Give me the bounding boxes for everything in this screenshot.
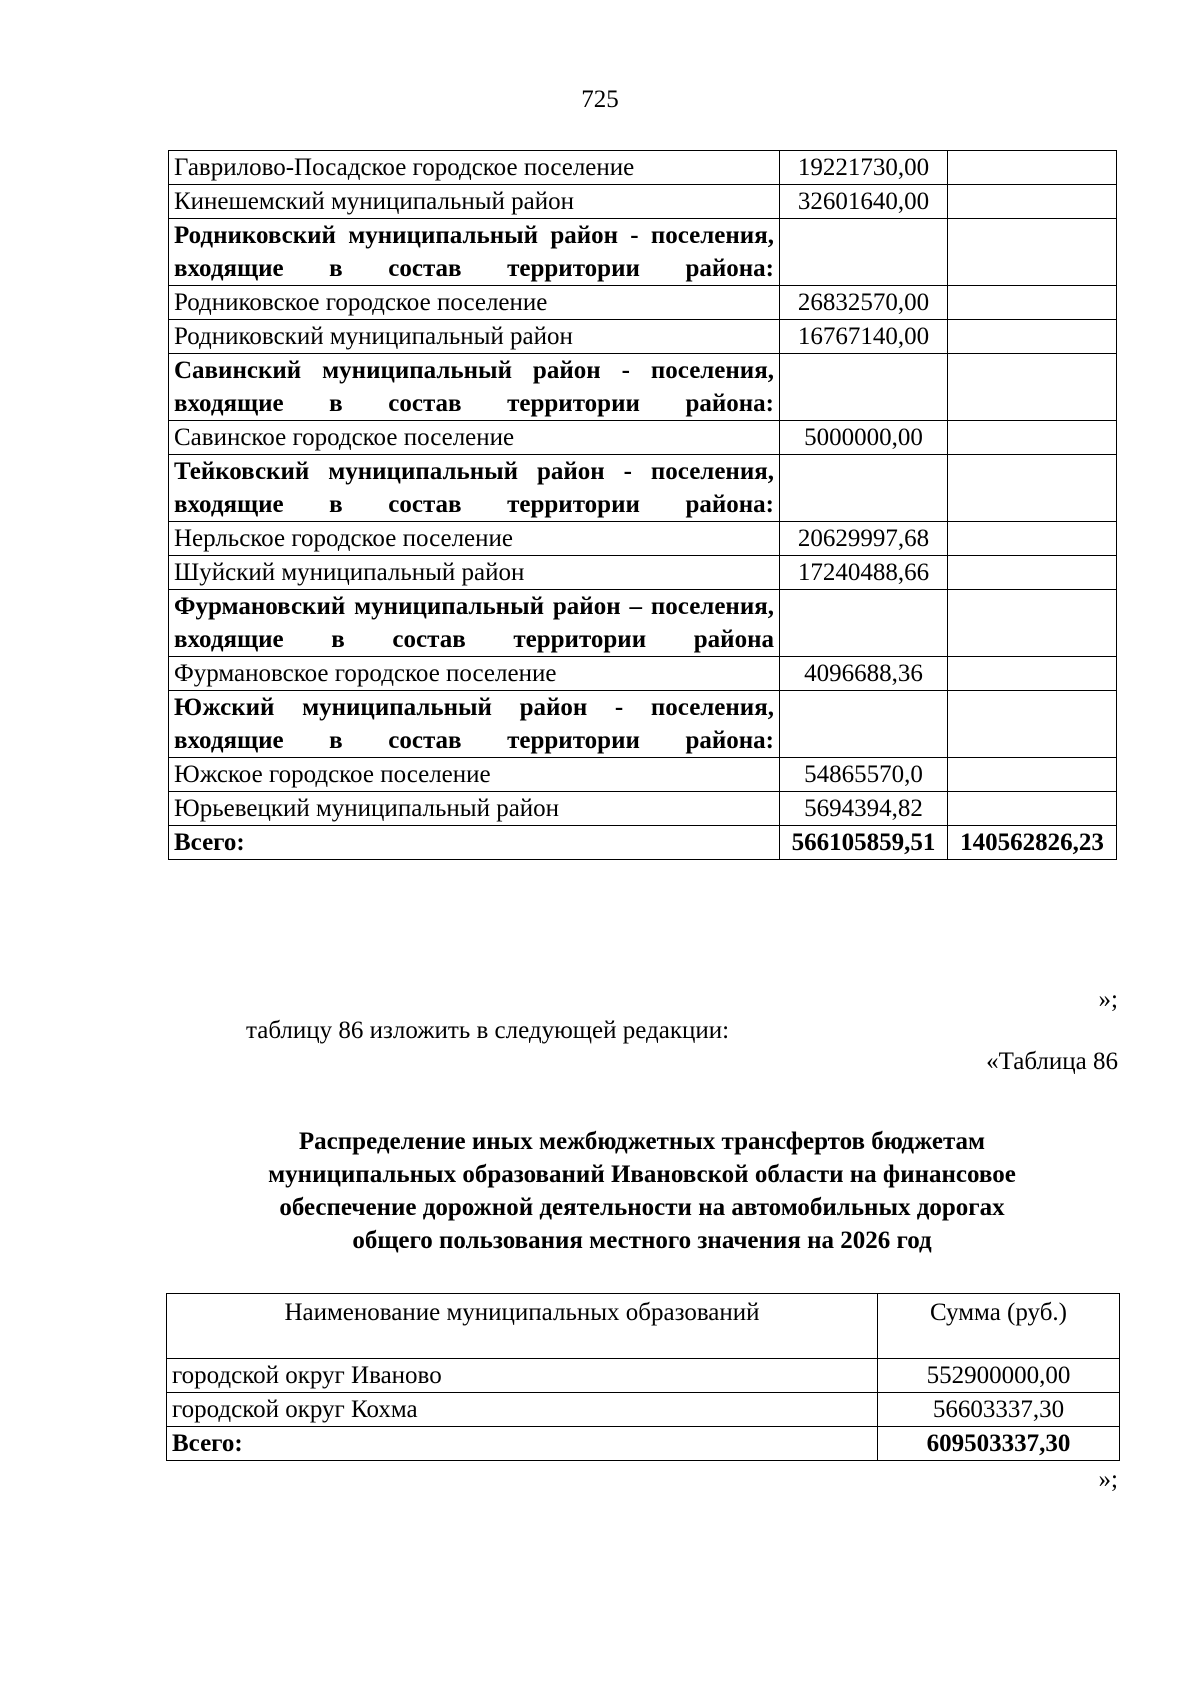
- group-row: [169, 219, 1117, 286]
- row-name: Шуйский муниципальный район: [169, 556, 780, 590]
- row-value-2: [948, 691, 1117, 758]
- row-value-1: 5000000,00: [780, 421, 948, 455]
- row-name: городской округ Иваново: [167, 1359, 878, 1393]
- table-header-row: [167, 1294, 1120, 1359]
- row-sum: 552900000,00: [878, 1359, 1120, 1393]
- total-value-1: 566105859,51: [780, 826, 948, 860]
- row-value-1: 32601640,00: [780, 185, 948, 219]
- group-name: Южский муниципальный район - поселения, входящие в состав территории района:: [169, 691, 780, 758]
- transfers-table-continued: [168, 150, 1117, 860]
- row-sum: 56603337,30: [878, 1393, 1120, 1427]
- title-line: общего пользования местного значения на 2026 год: [352, 1227, 932, 1254]
- row-value-1: [780, 590, 948, 657]
- total-row: [167, 1427, 1120, 1461]
- header-sum: Сумма (руб.): [878, 1294, 1120, 1359]
- distribution-table: [166, 1293, 1120, 1461]
- table-row: [169, 758, 1117, 792]
- row-value-1: 19221730,00: [780, 151, 948, 185]
- row-name: Гаврилово-Посадское городское поселение: [169, 151, 780, 185]
- row-value-2: [948, 657, 1117, 691]
- row-name: городской округ Кохма: [167, 1393, 878, 1427]
- table-row: [169, 151, 1117, 185]
- title-line: обеспечение дорожной деятельности на автомобильных дорогах: [279, 1194, 1005, 1221]
- table-row: [169, 286, 1117, 320]
- row-value-1: 20629997,68: [780, 522, 948, 556]
- row-value-2: [948, 522, 1117, 556]
- row-value-2: [948, 185, 1117, 219]
- table-row: [169, 421, 1117, 455]
- row-name: Родниковское городское поселение: [169, 286, 780, 320]
- row-value-2: [948, 792, 1117, 826]
- row-value-2: [948, 590, 1117, 657]
- group-row: [169, 455, 1117, 522]
- row-value-1: 26832570,00: [780, 286, 948, 320]
- row-value-1: 16767140,00: [780, 320, 948, 354]
- table-row: [169, 185, 1117, 219]
- row-name: Родниковский муниципальный район: [169, 320, 780, 354]
- row-value-2: [948, 151, 1117, 185]
- table-row: [167, 1393, 1120, 1427]
- total-row: [169, 826, 1117, 860]
- header-name: Наименование муниципальных образований: [167, 1294, 878, 1359]
- document-title: [168, 1125, 1116, 1257]
- row-value-2: [948, 286, 1117, 320]
- table-row: [169, 657, 1117, 691]
- group-row: [169, 354, 1117, 421]
- row-value-2: [948, 320, 1117, 354]
- instruction-text: таблицу 86 изложить в следующей редакции:: [246, 1017, 730, 1044]
- row-value-1: 17240488,66: [780, 556, 948, 590]
- row-value-1: [780, 354, 948, 421]
- table-label: «Таблица 86: [986, 1048, 1118, 1075]
- row-name: Савинское городское поселение: [169, 421, 780, 455]
- total-sum: 609503337,30: [878, 1427, 1120, 1461]
- row-value-1: [780, 455, 948, 522]
- closing-quote: »;: [1098, 1466, 1118, 1493]
- page-number: 725: [581, 86, 619, 113]
- row-name: Кинешемский муниципальный район: [169, 185, 780, 219]
- total-value-2: 140562826,23: [948, 826, 1117, 860]
- table-row: [167, 1359, 1120, 1393]
- table-row: [169, 792, 1117, 826]
- row-value-1: 54865570,0: [780, 758, 948, 792]
- row-value-1: 5694394,82: [780, 792, 948, 826]
- title-line: Распределение иных межбюджетных трансфертов бюджетам: [298, 1128, 986, 1155]
- group-row: [169, 590, 1117, 657]
- row-value-2: [948, 421, 1117, 455]
- row-name: Южское городское поселение: [169, 758, 780, 792]
- table-row: [169, 522, 1117, 556]
- group-name: Тейковский муниципальный район - поселения, входящие в состав территории района:: [169, 455, 780, 522]
- row-value-2: [948, 455, 1117, 522]
- row-name: Нерльское городское поселение: [169, 522, 780, 556]
- row-value-1: 4096688,36: [780, 657, 948, 691]
- total-label: Всего:: [169, 826, 780, 860]
- title-line: муниципальных образований Ивановской области на финансовое: [268, 1161, 1016, 1188]
- group-name: Родниковский муниципальный район - поселения, входящие в состав территории района:: [169, 219, 780, 286]
- row-value-2: [948, 354, 1117, 421]
- group-name: Фурмановский муниципальный район – поселения, входящие в состав территории района: [169, 590, 780, 657]
- row-name: Фурмановское городское поселение: [169, 657, 780, 691]
- row-name: Юрьевецкий муниципальный район: [169, 792, 780, 826]
- row-value-2: [948, 556, 1117, 590]
- row-value-1: [780, 691, 948, 758]
- table-row: [169, 320, 1117, 354]
- group-row: [169, 691, 1117, 758]
- row-value-2: [948, 219, 1117, 286]
- group-name: Савинский муниципальный район - поселения, входящие в состав территории района:: [169, 354, 780, 421]
- table-row: [169, 556, 1117, 590]
- row-value-2: [948, 758, 1117, 792]
- total-label: Всего:: [167, 1427, 878, 1461]
- row-value-1: [780, 219, 948, 286]
- closing-quote: »;: [1098, 986, 1118, 1013]
